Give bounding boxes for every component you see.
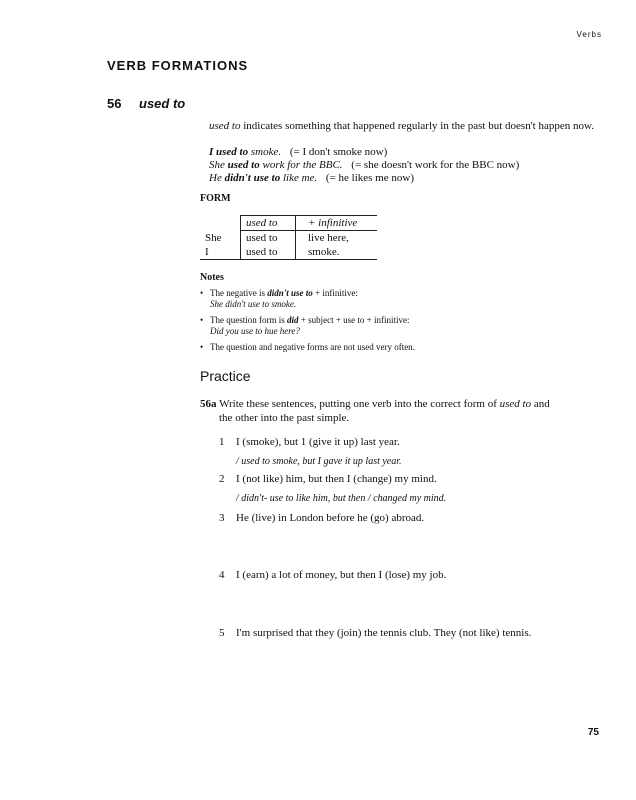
item-text: I'm surprised that they (join) the tennis club. They (not like) tennis. bbox=[236, 627, 532, 639]
exercise-item-4 bbox=[219, 569, 446, 582]
exercise-item-5 bbox=[219, 627, 531, 640]
item-text: I (not like) him, but then I (change) my mind. bbox=[236, 473, 437, 485]
section-title: VERB FORMATIONS bbox=[107, 58, 249, 73]
example-3-rest: like me. bbox=[280, 172, 318, 184]
example-2-rest: work for the BBC. bbox=[259, 159, 343, 171]
item-number: 1 bbox=[219, 436, 225, 448]
item-number: 5 bbox=[219, 627, 225, 639]
example-1-gloss: (= I don't smoke now) bbox=[289, 146, 388, 158]
note-1-example: She didn't use to smoke. bbox=[210, 299, 297, 309]
form-label: FORM bbox=[200, 193, 231, 204]
item-number: 2 bbox=[219, 473, 225, 485]
example-3-lead: He bbox=[209, 172, 225, 184]
intro-paragraph bbox=[209, 120, 594, 133]
form-table-row bbox=[200, 231, 377, 246]
page-number: 75 bbox=[587, 727, 599, 738]
intro-text: indicates something that happened regularly in the past but doesn't happen now. bbox=[243, 120, 594, 132]
form-table-header bbox=[200, 216, 377, 231]
example-2 bbox=[209, 159, 519, 172]
exercise-item-1 bbox=[219, 436, 400, 449]
example-3-bold: didn't use to bbox=[224, 172, 281, 184]
note-1-bold: didn't use to bbox=[267, 288, 313, 298]
exercise-item-2 bbox=[219, 473, 437, 486]
exercise-item-3 bbox=[219, 512, 424, 525]
item-text: He (live) in London before he (go) abroad. bbox=[236, 512, 425, 524]
example-2-lead: She bbox=[209, 159, 228, 171]
exercise-term: used to bbox=[499, 398, 532, 410]
intro-term: used to bbox=[209, 120, 241, 132]
form-header-aux: used to bbox=[241, 216, 296, 231]
note-2 bbox=[200, 315, 409, 337]
example-1-bold: I used to bbox=[209, 146, 249, 158]
example-1-rest: smoke. bbox=[248, 146, 282, 158]
exercise-answer-2: / didn't- use to like him, but then / changed my mind. bbox=[236, 493, 447, 504]
form-header-blank bbox=[200, 216, 241, 231]
item-number: 4 bbox=[219, 569, 225, 581]
form-verb: live here, bbox=[308, 232, 349, 244]
practice-heading: Practice bbox=[200, 368, 251, 384]
example-2-gloss: (= she doesn't work for the BBC now) bbox=[351, 159, 520, 171]
example-3 bbox=[209, 172, 414, 185]
example-2-bold: used to bbox=[227, 159, 260, 171]
note-1 bbox=[200, 288, 358, 310]
exercise-line2: the other into the past simple. bbox=[219, 412, 350, 424]
exercise-answer-1: / used to smoke, but I gave it up last year. bbox=[236, 456, 402, 467]
form-aux: used to bbox=[241, 245, 296, 260]
note-2-pre: The question form is bbox=[210, 315, 287, 325]
example-1 bbox=[209, 146, 387, 159]
unit-title: used to bbox=[139, 96, 186, 111]
exercise-number: 56a bbox=[200, 398, 217, 410]
exercise-line1-end: and bbox=[531, 398, 550, 410]
item-text: I (smoke), but 1 (give it up) last year. bbox=[236, 436, 400, 448]
notes-title: Notes bbox=[200, 272, 224, 283]
note-2-post: + subject + use to + infinitive: bbox=[298, 315, 410, 325]
unit-number: 56 bbox=[107, 96, 122, 111]
note-1-post: + infinitive: bbox=[312, 288, 358, 298]
bullet-icon: • bbox=[200, 288, 204, 298]
form-aux: used to bbox=[241, 231, 296, 246]
note-3 bbox=[200, 342, 415, 353]
form-verb: smoke. bbox=[296, 245, 378, 260]
bullet-icon: • bbox=[200, 342, 204, 352]
example-3-gloss: (= he likes me now) bbox=[325, 172, 414, 184]
bullet-icon: • bbox=[200, 315, 204, 325]
exercise-instructions bbox=[200, 397, 595, 425]
exercise-line1: Write these sentences, putting one verb into the correct form of bbox=[219, 398, 500, 410]
form-table bbox=[200, 215, 377, 260]
form-table-row bbox=[200, 245, 377, 260]
note-2-bold: did bbox=[287, 315, 299, 325]
item-number: 3 bbox=[219, 512, 225, 524]
form-subject: I bbox=[200, 245, 241, 260]
form-header-verb: + infinitive bbox=[296, 216, 378, 231]
item-text: I (earn) a lot of money, but then I (lose) my job. bbox=[236, 569, 447, 581]
note-2-example: Did you use to hue here? bbox=[210, 326, 300, 336]
note-1-pre: The negative is bbox=[210, 288, 268, 298]
form-subject: She bbox=[205, 231, 222, 244]
running-header: Verbs bbox=[576, 30, 602, 39]
note-3-text: The question and negative forms are not used very often. bbox=[210, 342, 415, 352]
